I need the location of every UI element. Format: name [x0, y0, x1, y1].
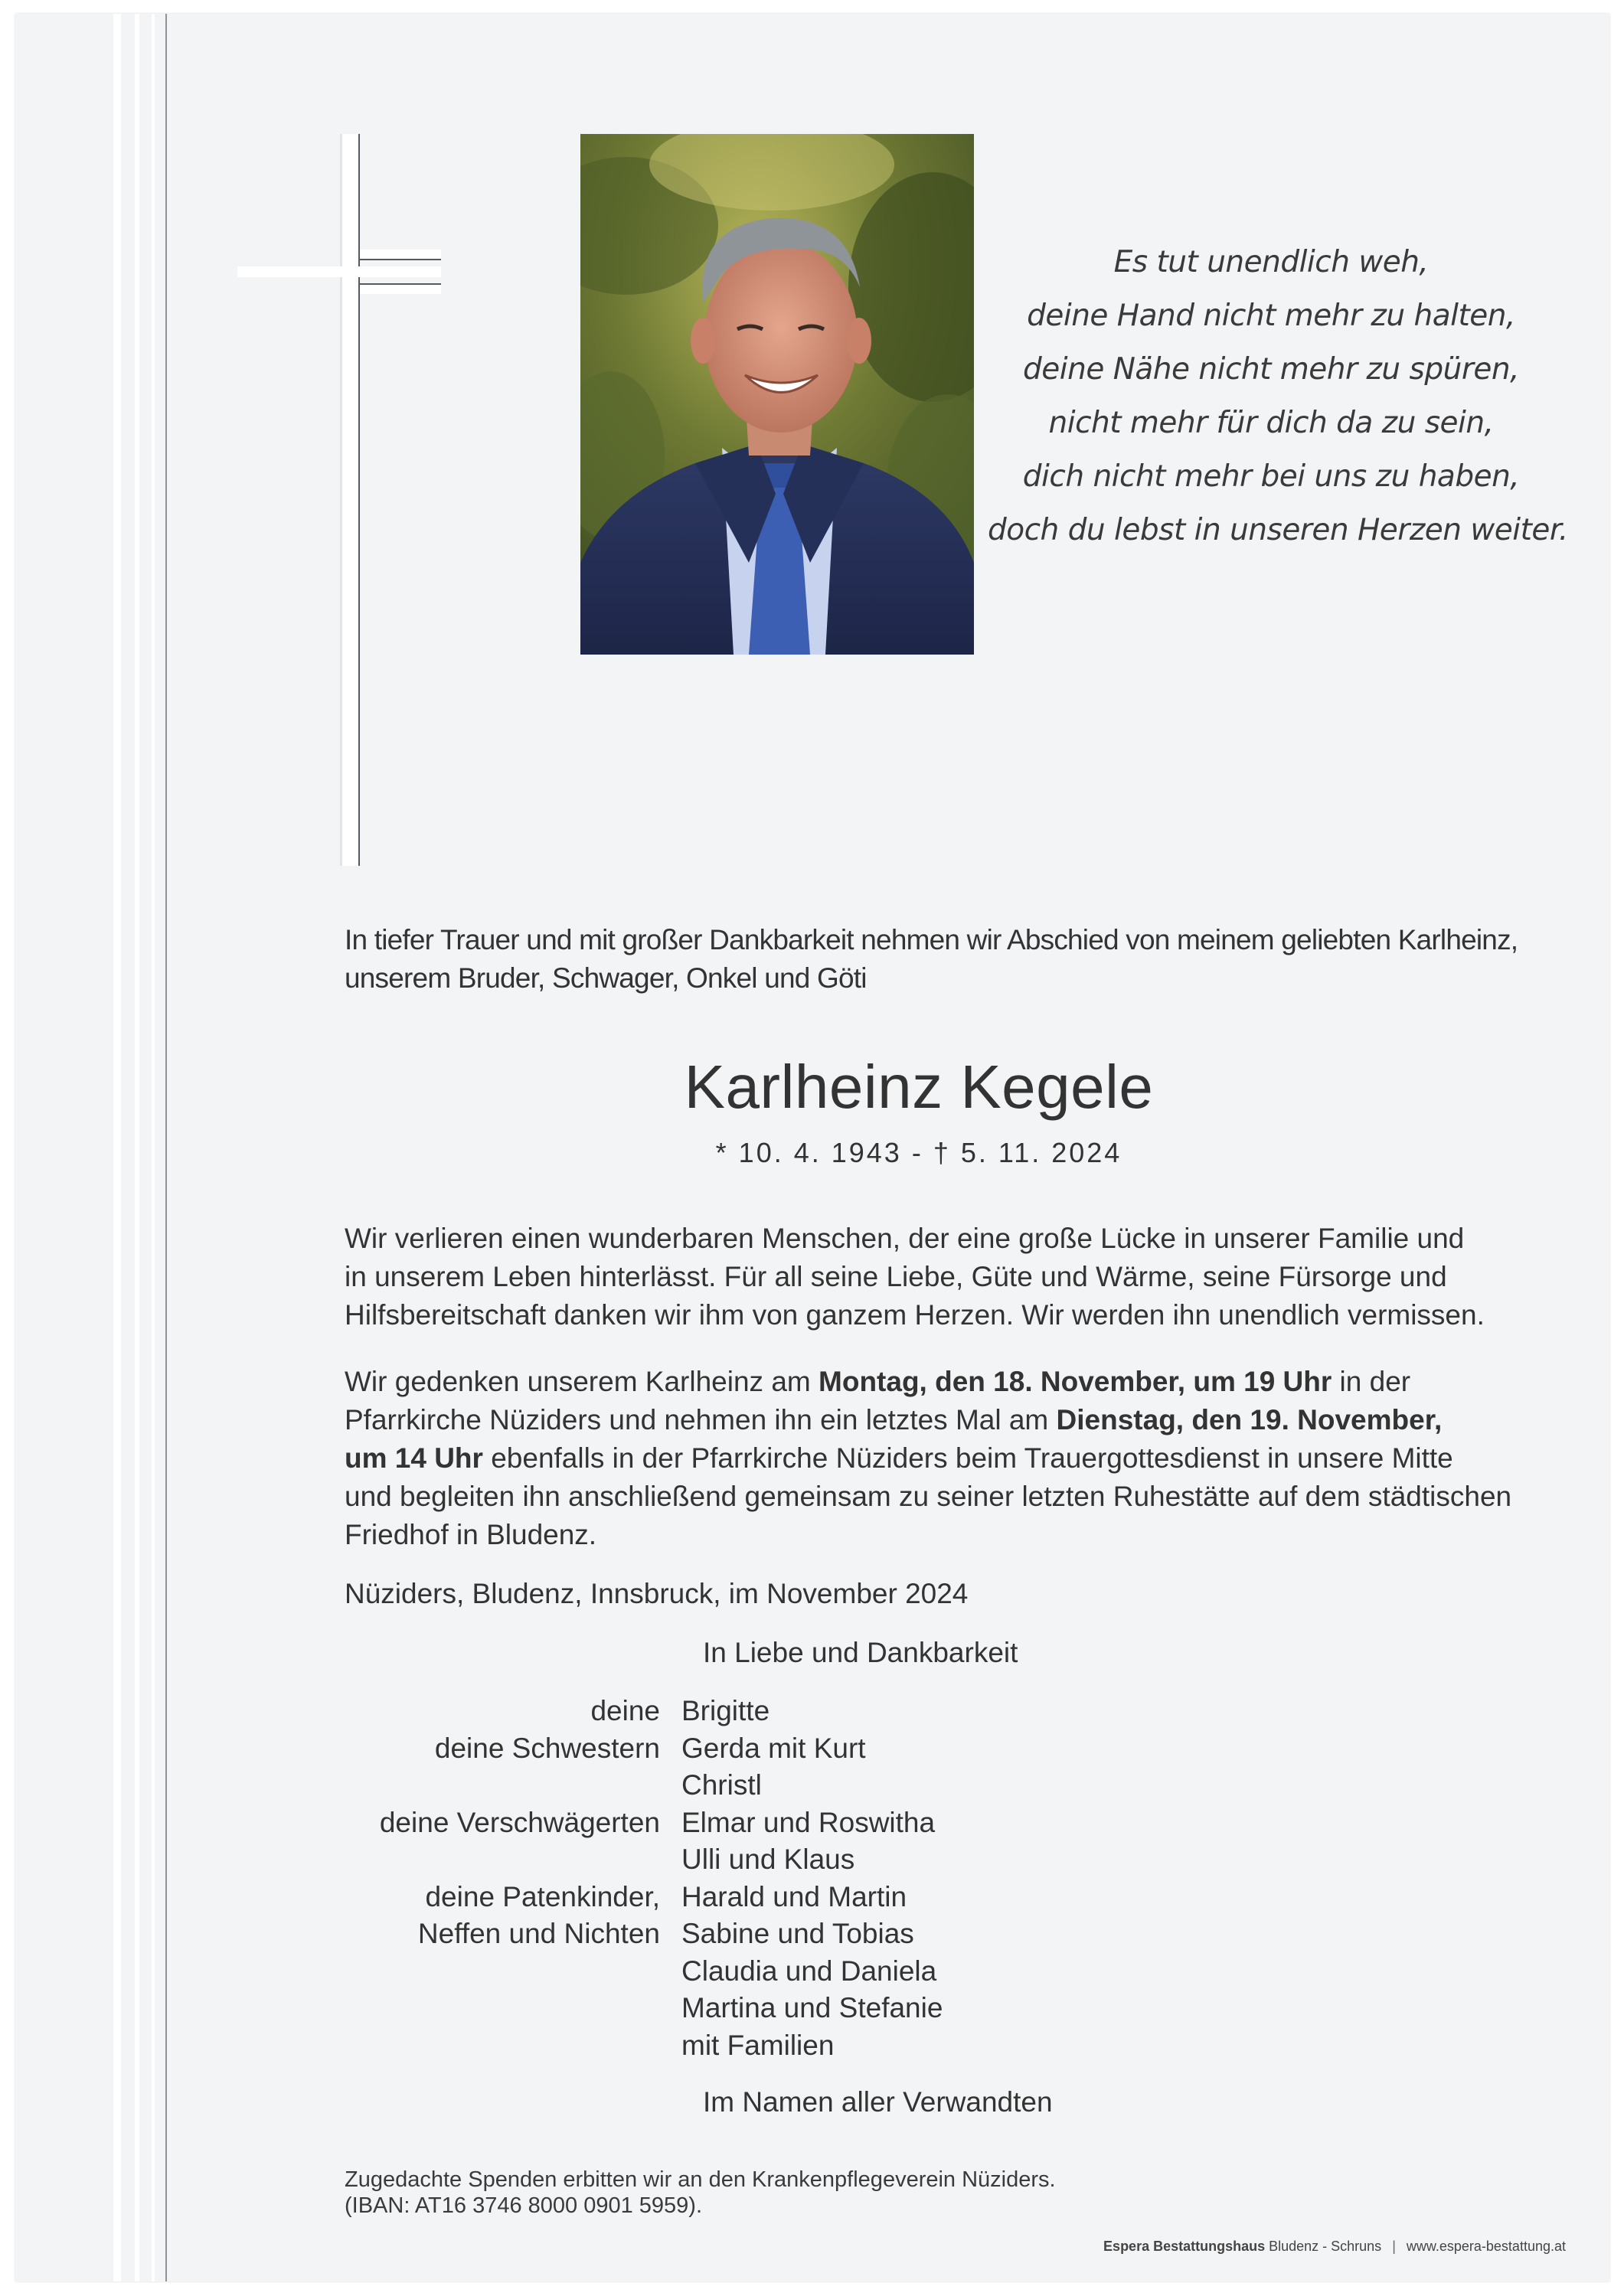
family-names: Brigitte [681, 1695, 770, 1726]
family-role [306, 1841, 681, 1879]
family-role: deine [590, 1695, 660, 1726]
company-locations: Bludenz - Schruns [1265, 2239, 1382, 2254]
family-row [306, 1804, 1149, 1842]
family-role [306, 1767, 681, 1804]
family-role: deine Patenkinder, [425, 1880, 660, 1912]
tribute-paragraph [345, 1220, 1508, 1334]
deceased-name: Karlheinz Kegele [684, 1053, 1154, 1121]
family-names: Elmar und Roswitha [681, 1806, 936, 1838]
family-row [306, 1879, 1149, 1916]
donation-line: Zugedachte Spenden erbitten wir an den Krankenpflegeverein Nüziders. [345, 2167, 1056, 2192]
text-span: Wir gedenken unserem Karlheinz am [345, 1366, 819, 1397]
family-role [306, 2027, 681, 2065]
company-name: Espera Bestattungshaus [1103, 2239, 1266, 2254]
family-names: mit Familien [681, 2029, 835, 2061]
cross-icon [340, 134, 360, 866]
border-line [165, 14, 167, 2281]
family-names: Claudia und Daniela [681, 1955, 937, 1987]
poem [988, 236, 1568, 557]
family-names: Sabine und Tobias [681, 1918, 914, 1949]
family-row [306, 1730, 1149, 1768]
family-row [306, 1953, 1149, 1991]
place-date: Nüziders, Bludenz, Innsbruck, im November 2024 [345, 1578, 969, 1609]
text-span: Pfarrkirche Nüziders und nehmen ihn ein letztes Mal am [345, 1404, 1057, 1435]
family-row [306, 1767, 1149, 1804]
donation-note [345, 2167, 1056, 2219]
paragraph-line: in unserem Leben hinterlässt. Für all seine Liebe, Güte und Wärme, seine Fürsorge und [345, 1261, 1447, 1292]
closing-line: Im Namen aller Verwandten [703, 2086, 1053, 2118]
cross-arm [237, 250, 441, 294]
life-dates: * 10. 4. 1943 - † 5. 11. 2024 [715, 1137, 1122, 1168]
paragraph-line: Wir verlieren einen wunderbaren Menschen, der eine große Lücke in unserer Familie und [345, 1223, 1465, 1254]
signoff: In Liebe und Dankbarkeit [703, 1637, 1018, 1668]
intro-line: unserem Bruder, Schwager, Onkel und Göti [345, 962, 867, 994]
poem-line: deine Nähe nicht mehr zu spüren, [1023, 352, 1519, 387]
family-names: Martina und Stefanie [681, 1992, 943, 2023]
family-role: deine Verschwägerten [379, 1806, 660, 1838]
paragraph-line [345, 1401, 1508, 1439]
family-role: Neffen und Nichten [417, 1918, 660, 1949]
family-role [306, 1953, 681, 1991]
poem-line: nicht mehr für dich da zu sein, [1048, 406, 1494, 440]
poem-line: deine Hand nicht mehr zu halten, [1027, 299, 1515, 333]
family-names: Harald und Martin [681, 1880, 907, 1912]
intro-text [345, 921, 1518, 998]
poem-line: Es tut unendlich weh, [1113, 245, 1429, 279]
family-row [306, 1693, 1149, 1730]
paragraph-line: Friedhof in Bludenz. [345, 1519, 597, 1550]
service-paragraph [345, 1363, 1512, 1554]
family-names: Ulli und Klaus [681, 1844, 855, 1875]
border-stripe [113, 14, 121, 2281]
family-row [306, 1990, 1149, 2027]
paragraph-line: und begleiten ihn anschließend gemeinsam zu seiner letzten Ruhestätte auf dem städtischen [345, 1481, 1512, 1512]
donation-iban: (IBAN: AT16 3746 8000 0901 5959). [345, 2193, 703, 2218]
portrait-photo [580, 134, 974, 655]
funeral-date: Dienstag, den 19. November, [1056, 1404, 1443, 1435]
text-span: in der [1332, 1366, 1411, 1397]
footer-separator: | [1392, 2239, 1396, 2254]
company-website[interactable]: www.espera-bestattung.at [1406, 2239, 1566, 2254]
intro-line: In tiefer Trauer und mit großer Dankbarkeit nehmen wir Abschied von meinem geliebten Karlheinz, [345, 924, 1518, 955]
family-role: deine Schwestern [434, 1732, 660, 1764]
family-list [306, 1693, 1149, 2064]
family-row [306, 1841, 1149, 1879]
rosary-datetime: Montag, den 18. November, um 19 Uhr [819, 1366, 1332, 1397]
paragraph-line [345, 1363, 1508, 1401]
family-row [306, 2027, 1149, 2065]
family-names: Gerda mit Kurt [681, 1732, 866, 1764]
paragraph-line [345, 1439, 1508, 1478]
funeral-time: um 14 Uhr [345, 1442, 483, 1474]
family-row [306, 1916, 1149, 1953]
poem-line: dich nicht mehr bei uns zu haben, [1022, 459, 1520, 494]
family-role [306, 1990, 681, 2027]
border-stripe [152, 14, 155, 2281]
border-stripe [135, 14, 139, 2281]
paragraph-line: Hilfsbereitschaft danken wir ihm von ganzem Herzen. Wir werden ihn unendlich vermissen. [345, 1299, 1485, 1331]
text-span: ebenfalls in der Pfarrkirche Nüziders beim Trauergottesdienst in unsere Mitte [482, 1442, 1453, 1474]
footer [1103, 2239, 1566, 2255]
family-names: Christl [681, 1769, 762, 1801]
poem-line: doch du lebst in unseren Herzen weiter. [988, 513, 1568, 547]
